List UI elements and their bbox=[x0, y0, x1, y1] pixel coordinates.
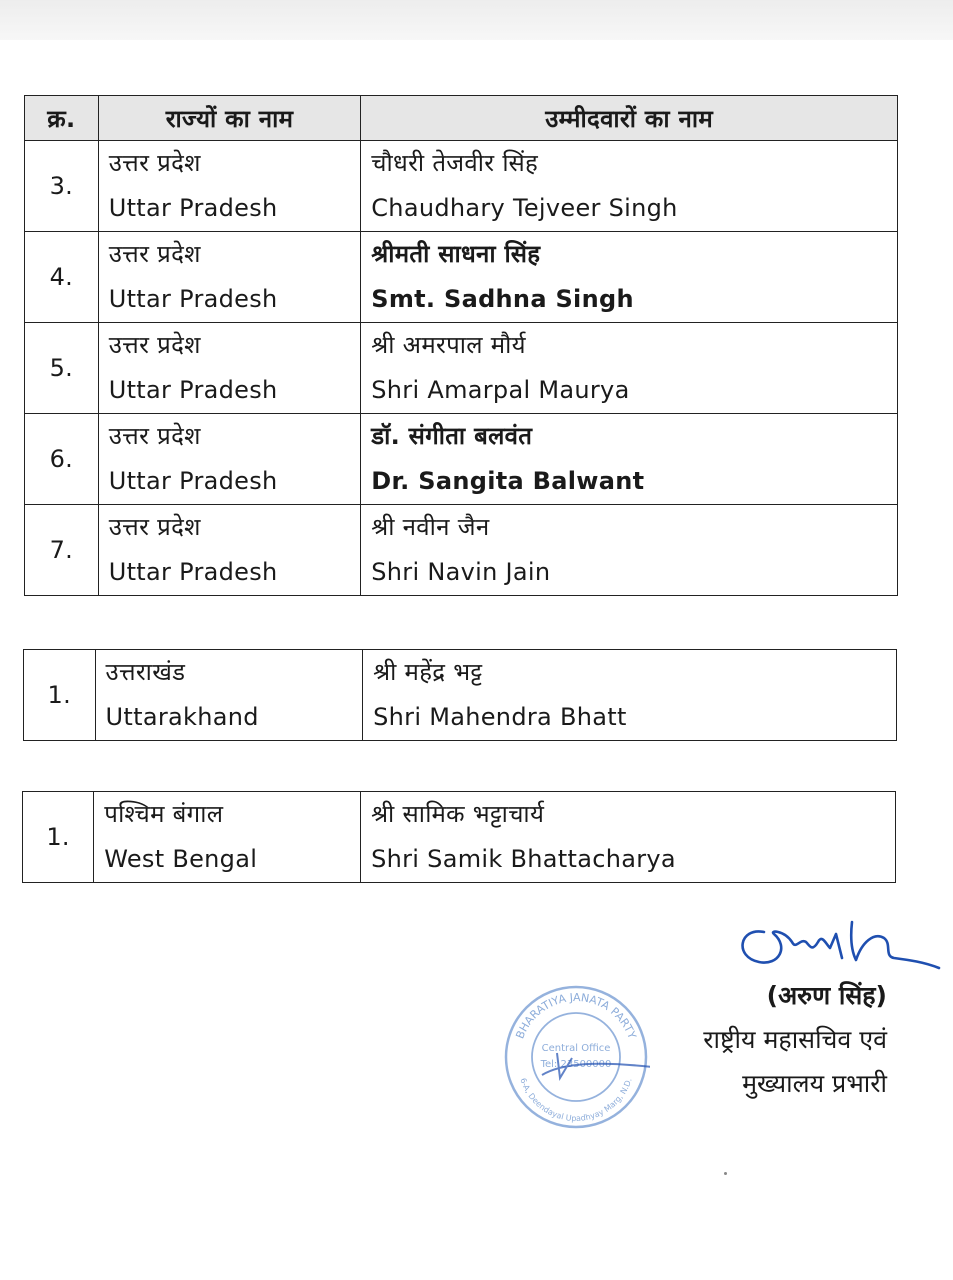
candidate-name-english: Shri Mahendra Bhatt bbox=[373, 703, 627, 731]
state-name-hindi: उत्तर प्रदेश bbox=[108, 149, 201, 177]
candidate-name-english: Shri Amarpal Maurya bbox=[371, 376, 630, 404]
candidate-table-uttarakhand bbox=[23, 649, 897, 741]
svg-text:Central Office: Central Office bbox=[541, 1043, 611, 1054]
header-serial: क्र. bbox=[25, 96, 99, 141]
table-header-row bbox=[25, 96, 898, 141]
signatory-title-line1: राष्ट्रीय महासचिव एवं bbox=[703, 1025, 887, 1054]
state-name-english: Uttarakhand bbox=[105, 703, 259, 731]
candidate-table-west-bengal bbox=[22, 791, 896, 883]
handwritten-signature bbox=[734, 912, 944, 982]
serial-number: 7. bbox=[25, 505, 99, 596]
serial-number: 6. bbox=[25, 414, 99, 505]
candidate-name-hindi: श्री सामिक भट्टाचार्य bbox=[371, 800, 545, 828]
candidate-name-english: Shri Samik Bhattacharya bbox=[371, 845, 676, 873]
state-name-english: Uttar Pradesh bbox=[108, 285, 278, 313]
state-name-hindi: उत्तर प्रदेश bbox=[108, 240, 201, 268]
signatory-title-line2: मुख्यालय प्रभारी bbox=[742, 1069, 887, 1098]
serial-number: 4. bbox=[25, 232, 99, 323]
table-row bbox=[25, 232, 898, 323]
state-cell bbox=[98, 414, 361, 505]
state-name-english: West Bengal bbox=[104, 845, 258, 873]
state-cell bbox=[94, 792, 361, 883]
serial-number: 1. bbox=[23, 792, 94, 883]
serial-number: 1. bbox=[24, 650, 96, 741]
state-name-hindi: उत्तर प्रदेश bbox=[108, 513, 201, 541]
candidate-name-english: Shri Navin Jain bbox=[371, 558, 551, 586]
candidate-cell bbox=[361, 232, 898, 323]
candidate-cell bbox=[361, 792, 896, 883]
state-name-english: Uttar Pradesh bbox=[108, 376, 278, 404]
candidate-name-hindi: श्री नवीन जैन bbox=[371, 513, 490, 541]
state-cell bbox=[95, 650, 363, 741]
candidate-name-hindi: श्री महेंद्र भट्ट bbox=[373, 658, 483, 686]
candidate-cell bbox=[361, 323, 898, 414]
candidate-cell bbox=[363, 650, 897, 741]
state-name-hindi: उत्तराखंड bbox=[105, 658, 186, 686]
state-cell bbox=[98, 141, 361, 232]
state-cell bbox=[98, 232, 361, 323]
scan-top-band bbox=[0, 0, 953, 40]
header-candidate: उम्मीदवारों का नाम bbox=[361, 96, 898, 141]
signatory-name: (अरुण सिंह) bbox=[766, 981, 887, 1010]
state-name-english: Uttar Pradesh bbox=[108, 467, 278, 495]
candidate-cell bbox=[361, 141, 898, 232]
candidate-name-hindi: चौधरी तेजवीर सिंह bbox=[371, 149, 539, 177]
candidate-name-hindi: श्रीमती साधना सिंह bbox=[371, 240, 541, 268]
candidate-table-uttar-pradesh bbox=[24, 95, 898, 596]
state-name-hindi: पश्चिम बंगाल bbox=[104, 800, 224, 828]
state-name-english: Uttar Pradesh bbox=[108, 194, 278, 222]
candidate-name-english: Chaudhary Tejveer Singh bbox=[371, 194, 678, 222]
header-state: राज्यों का नाम bbox=[98, 96, 361, 141]
candidate-name-english: Dr. Sangita Balwant bbox=[371, 467, 645, 495]
table-row bbox=[23, 792, 896, 883]
table-row bbox=[25, 323, 898, 414]
candidate-name-hindi: श्री अमरपाल मौर्य bbox=[371, 331, 526, 359]
state-name-english: Uttar Pradesh bbox=[108, 558, 278, 586]
table-row bbox=[24, 650, 897, 741]
table-row bbox=[25, 505, 898, 596]
svg-text:6-A, Deendayal Upadhyay Marg,: 6-A, Deendayal Upadhyay Marg, N.D. bbox=[518, 1076, 634, 1124]
candidate-cell bbox=[361, 505, 898, 596]
table-row bbox=[25, 141, 898, 232]
state-cell bbox=[98, 323, 361, 414]
serial-number: 3. bbox=[25, 141, 99, 232]
state-name-hindi: उत्तर प्रदेश bbox=[108, 422, 201, 450]
party-office-seal bbox=[502, 983, 650, 1131]
candidate-cell bbox=[361, 414, 898, 505]
serial-number: 5. bbox=[25, 323, 99, 414]
candidate-name-hindi: डॉ. संगीता बलवंत bbox=[371, 422, 533, 450]
svg-text:Tel: 23500000: Tel: 23500000 bbox=[540, 1059, 612, 1070]
svg-text:BHARATIYA JANATA PARTY: BHARATIYA JANATA PARTY bbox=[513, 990, 639, 1041]
state-name-hindi: उत्तर प्रदेश bbox=[108, 331, 201, 359]
candidate-name-english: Smt. Sadhna Singh bbox=[371, 285, 634, 313]
table-row bbox=[25, 414, 898, 505]
scan-speck bbox=[724, 1172, 727, 1175]
state-cell bbox=[98, 505, 361, 596]
